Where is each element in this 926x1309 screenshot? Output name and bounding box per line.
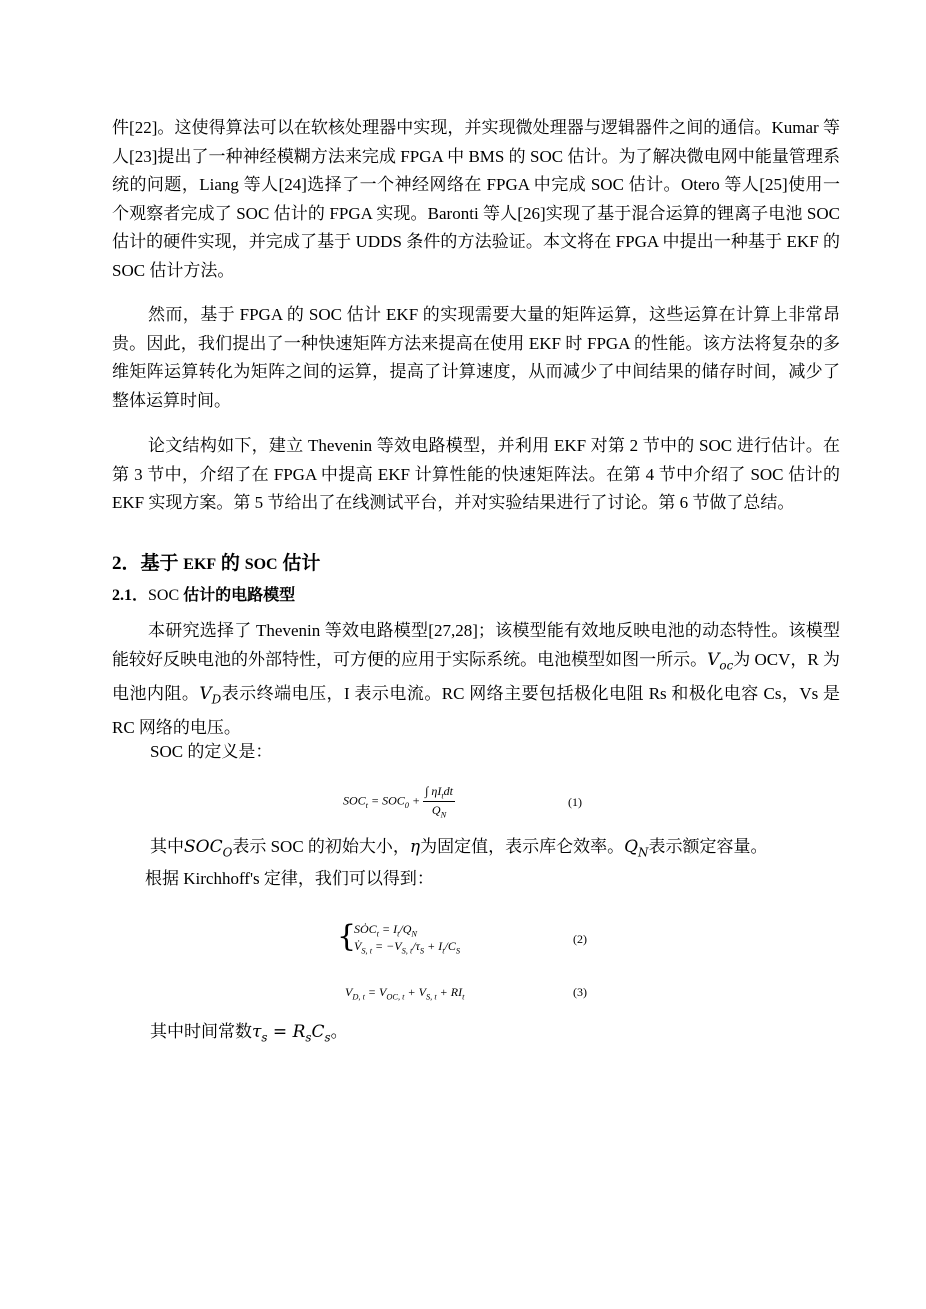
math-q-n: $Q_N$: [624, 837, 649, 860]
equation-1: $SOC_t = SOC_0$ + $\frac{\int \eta I_tdt}{Q_N}$: [343, 784, 453, 820]
text-run: 为固定值，表示库仑效率。: [420, 837, 625, 856]
heading-text: EKF: [183, 556, 217, 573]
soc-definition-intro: SOC 的定义是：: [150, 742, 273, 761]
subsection-number: 2.1．: [112, 587, 149, 604]
paragraph-fpga-related-work: 件[22]。这使得算法可以在软核处理器中实现，并实现微处理器与逻辑器件之间的通信。Kumar 等人[23]提出了一种神经模糊方法来完成 FPGA 中 BMS 的 SOC 估计。为了解决微电网中能量管理系统的问题，Liang 等人[24]选择了一个神经网络在 FPGA 中完成 SOC 估计。Otero 等人[25]使用一个观察者完成了 SOC 估计的 FPGA 实现。Baronti 等人[26]实现了基于混合运算的锂离子电池 SOC 估计的硬件实现，并完成了基于 UDDS 条件的方法验证。本文将在 FPGA 中提出一种基于 EKF 的 SOC 估计方法。: [112, 118, 840, 280]
subsection-heading-2-1: [112, 583, 295, 609]
heading-text: 估计的电路模型: [179, 587, 296, 604]
paragraph-thevenin-model: [112, 617, 840, 742]
math-soc-o: $SOC_O$: [184, 837, 233, 860]
math-eta: η: [409, 837, 421, 857]
equation-number-3: (3): [573, 985, 587, 999]
text-run: 表示额定容量。: [648, 837, 768, 856]
heading-text: SOC: [244, 556, 278, 573]
heading-text: 基于: [140, 553, 184, 574]
text-run: 其中: [150, 837, 184, 856]
fraction: $\frac{\int \eta I_tdt}{Q_N}$: [425, 784, 453, 820]
math-v-oc: $V_{oc}$: [707, 649, 734, 672]
paragraph-matrix-method: 然而，基于 FPGA 的 SOC 估计 EKF 的实现需要大量的矩阵运算，这些运算在计算上非常昂贵。因此，我们提出了一种快速矩阵方法来提高在使用 EKF 时 FPGA 的性能。该方法将复杂的多维矩阵运算转化为矩阵之间的运算，提高了计算速度，从而减少了中间结果的储存时间，减少了整体运算时间。: [112, 305, 840, 410]
text-run: 其中时间常数: [150, 1022, 252, 1041]
equation-2-line-1: $SȮC_t = I_t/Q_N$: [354, 922, 418, 939]
heading-text: 的: [216, 553, 245, 574]
section-heading-2: [112, 550, 320, 579]
text-run: 本研究选择了 Thevenin 等效电路模型[27,28]；该模型能有效地反映电池的动态特性。该模型能较好反映电池的外部特性，可方便的应用于实际系统。电池模型如图一所示。: [112, 621, 840, 669]
math-time-constant: $\tau_s = R_sC_s$: [252, 1022, 331, 1045]
equation-number-1: (1): [568, 795, 582, 809]
equation-number-2: (2): [573, 932, 587, 946]
heading-text: 估计: [277, 553, 321, 574]
math-v-d: $V_D$: [199, 683, 222, 706]
left-brace: {: [337, 919, 357, 954]
kirchhoff-intro: 根据 Kirchhoff's 定律，我们可以得到：: [145, 869, 434, 888]
section-number: 2．: [112, 553, 141, 574]
paragraph-paper-structure: 论文结构如下，建立 Thevenin 等效电路模型，并利用 EKF 对第 2 节中的 SOC 进行估计。在第 3 节中，介绍了在 FPGA 中提高 EKF 计算性能的快速矩阵法。在第 4 节中介绍了 SOC 估计的 EKF 实现方案。第 5 节给出了在线测试平台，并对实验结果进行了讨论。第 6 节做了总结。: [112, 436, 840, 513]
heading-text: SOC: [148, 587, 180, 604]
equation-2-line-2: $V̇_{S, t} = -V_{S, t}/\tau_S + I_t/C_S$: [354, 939, 461, 956]
time-constant-definition: 其中时间常数$\tau_s = R_sC_s$。: [150, 1022, 348, 1045]
equation-3: $V_{D, t} = V_{OC, t} + V_{S, t} + RI_t$: [345, 985, 465, 1002]
paragraph-definitions: [150, 833, 767, 866]
text-run: 表示终端电压，I 表示电流。RC 网络主要包括极化电阻 Rs 和极化电容 Cs，Vs 是 RC 网络的电压。: [112, 683, 841, 737]
text-run: 表示 SOC 的初始大小，: [232, 837, 410, 856]
text-run: 为 OCV，R 为电池内阻。: [112, 649, 841, 703]
